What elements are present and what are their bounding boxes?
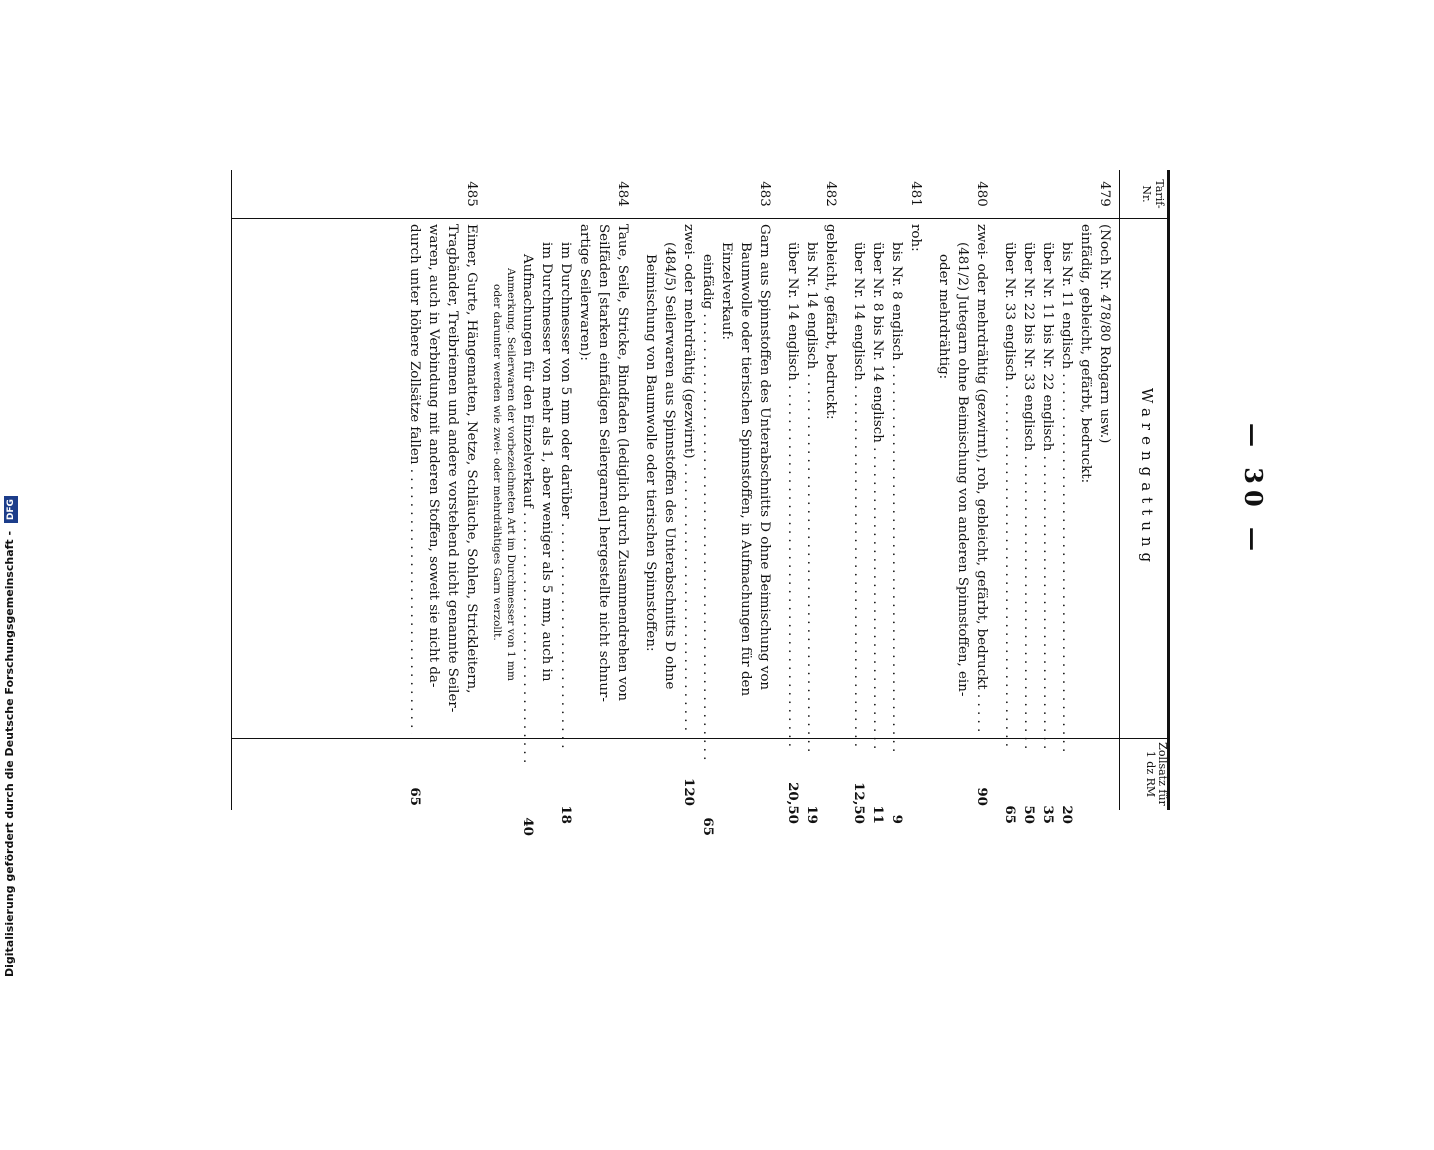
warengattung-cell [755,218,774,734]
table-body [405,170,1114,836]
tarif-nr-cell [934,170,953,218]
table-row [1057,170,1076,824]
sidebar-credit [0,0,20,985]
warengattung-cell [1038,218,1057,752]
zollsatz-cell [424,734,443,812]
tarif-nr-cell [953,170,972,218]
warengattung-text: Eimer, Gurte, Hängematten, Netze, Schläuche, Sohlen, Strickleitern, [464,224,479,694]
zollsatz-cell [717,752,736,830]
warengattung-text: über Nr. 11 bis Nr. 22 englisch . . . [1040,242,1055,752]
zollsatz-cell: 40 [520,817,536,836]
table-row [660,170,679,810]
tarif-nr-cell [518,170,537,218]
warengattung-cell [1076,218,1095,734]
bottom-rule [231,170,232,810]
zollsatz-cell: 90 [974,787,990,806]
row-gap [991,170,1000,810]
warengattung-text: gebleicht, gefärbt, bedruckt: [823,224,838,420]
zollsatz-cell [755,734,774,812]
zollsatz-cell: 12,50 [851,782,867,824]
table-row [405,170,424,810]
warengattung-text: über Nr. 14 englisch . . . [851,242,866,752]
zollsatz-cell [821,734,840,812]
zollsatz-cell [443,734,462,812]
warengattung-text: Garn aus Spinnstoffen des Unterabschnitts D ohne Beimischung von [757,224,772,691]
table-row [1019,170,1038,824]
warengattung-cell [679,218,698,734]
table-row [594,170,613,810]
tarif-nr-cell [802,170,821,218]
warengattung-cell [802,218,821,752]
zollsatz-cell: 19 [804,805,820,824]
table-row [934,170,953,810]
zollsatz-cell [934,764,953,842]
tarif-nr-cell: 479 [1097,181,1112,207]
warengattung-text: Taue, Seile, Stricke, Bindfaden (lediglich durch Zusammendrehen von [615,224,630,702]
tarif-nr-cell [698,170,717,218]
tarif-nr-cell [537,170,556,218]
zollsatz-cell [613,734,632,812]
tarif-nr-cell [736,170,755,218]
warengattung-text: Tragbänder, Treibriemen und andere vorstehend nicht genannte Seiler- [445,224,460,713]
tarif-nr-cell [660,170,679,218]
zollsatz-cell [660,752,679,830]
warengattung-cell [405,218,424,734]
warengattung-text: oder darunter werden wie zwei- oder mehrdrähtiges Garn verzollt. [491,284,503,641]
table-row [906,170,925,810]
warengattung-cell [849,218,868,752]
table-row [953,170,972,810]
warengattung-cell [660,218,679,752]
tarif-nr-cell [1057,170,1076,218]
warengattung-cell [717,218,736,752]
warengattung-cell [1057,218,1076,752]
zollsatz-cell [462,734,481,812]
zollsatz-cell [594,734,613,812]
warengattung-text: Baumwolle oder tierischen Spinnstoffen, in Aufmachungen für den [738,242,753,697]
warengattung-cell [906,218,925,734]
warengattung-text: bis Nr. 8 englisch . . . [889,242,904,752]
warengattung-cell [783,218,802,752]
warengattung-text: bis Nr. 11 englisch . . . [1059,242,1074,752]
zollsatz-cell: 65 [700,817,716,836]
warengattung-cell [641,218,660,764]
row-gap [481,170,490,810]
warengattung-cell [821,218,840,734]
table-row [887,170,906,824]
warengattung-cell [504,218,518,778]
zollsatz-cell [736,752,755,830]
table-row [736,170,755,810]
tarif-nr-cell [490,170,504,218]
zollsatz-cell [1095,734,1114,812]
warengattung-text: (484/5) Seilerwaren aus Spinnstoffen des Unterabschnitts D ohne [662,242,677,690]
row-gap [632,170,641,810]
zollsatz-cell: 20 [1059,805,1075,824]
warengattung-text: Seilfäden [starken einfädigen Seilergarnen] hergestellte nicht schnur- [596,224,611,702]
header-warengattung: Warengattung [1138,387,1156,569]
top-rule [1167,170,1170,810]
table-row [424,170,443,810]
sidebar-credit-text: Digitalisierung gefördert durch die Deutsche Forschungsgemeinschaft - [3,530,16,977]
table-row [679,170,698,810]
table-row [698,170,717,836]
warengattung-cell [424,218,443,734]
zollsatz-cell: 20,50 [785,782,801,824]
tarif-nr-cell: 481 [908,181,923,207]
tarif-nr-cell [405,170,424,218]
warengattung-text: Einzelverkauf: [719,242,734,341]
tarif-nr-cell [1076,170,1095,218]
warengattung-text: bis Nr. 14 englisch . . . [804,242,819,752]
tarif-nr-cell [868,170,887,218]
warengattung-cell [462,218,481,734]
warengattung-cell [1095,218,1114,734]
tarif-nr-cell: 482 [823,181,838,207]
row-gap [774,170,783,810]
warengattung-cell [736,218,755,752]
tariff-table [230,170,1170,836]
warengattung-text: zwei- oder mehrdrähtig (gezwirnt), roh, gebleicht, gefärbt, bedruckt . . . [974,224,989,734]
warengattung-text: durch unter höhere Zollsätze fallen . . . [407,224,422,734]
rotated-page [407,170,1268,1150]
zollsatz-cell: 11 [870,805,886,824]
row-gap [925,170,934,810]
warengattung-cell [698,218,717,764]
tarif-nr-cell [556,170,575,218]
table-row [1038,170,1057,824]
warengattung-cell [443,218,462,734]
zollsatz-cell: 35 [1040,805,1056,824]
zollsatz-cell [641,764,660,842]
table-row [490,170,504,810]
warengattung-text: im Durchmesser von 5 mm oder darüber . . . [558,242,573,752]
zollsatz-cell [1076,734,1095,812]
table-row [849,170,868,824]
warengattung-text: über Nr. 8 bis Nr. 14 englisch . . . [870,242,885,752]
table-row [641,170,660,810]
header-tarif-nr: Tarif-Nr. [1140,179,1166,209]
tarif-nr-cell [1019,170,1038,218]
warengattung-text: (481/2) Jutegarn ohne Beimischung von anderen Spinnstoffen, ein- [955,242,970,697]
warengattung-text: artige Seilerwaren): [577,224,592,361]
table-row [802,170,821,824]
page-number: — 30 — [1239,422,1268,558]
table-row [755,170,774,810]
zollsatz-cell: 120 [681,778,697,806]
zollsatz-cell: 65 [407,787,423,806]
table-row [504,170,518,810]
row-gap [840,170,849,810]
header-zollsatz: Zollsatz für 1 dz RM [1144,742,1169,806]
warengattung-cell [594,218,613,734]
tarif-nr-cell [783,170,802,218]
tarif-nr-cell [717,170,736,218]
dfg-logo: DFG [4,496,18,523]
warengattung-text: Anmerkung. Seilerwaren der vorbezeichneten Art im Durchmesser von 1 mm [505,268,517,681]
table-row [717,170,736,810]
tarif-nr-cell [641,170,660,218]
tarif-nr-cell [575,170,594,218]
table-row [556,170,575,824]
zollsatz-cell: 65 [1002,805,1018,824]
tarif-nr-cell: 483 [757,181,772,207]
table-row [1095,170,1114,810]
warengattung-text: über Nr. 33 englisch . . . [1002,242,1017,752]
zollsatz-cell [537,752,556,830]
warengattung-cell [537,218,556,752]
table-row [462,170,481,810]
table-row [443,170,462,810]
warengattung-cell [575,218,594,734]
zollsatz-cell: 50 [1021,805,1037,824]
zollsatz-cell [906,734,925,812]
warengattung-cell [868,218,887,752]
table-row [972,170,991,810]
warengattung-text: Aufmachungen für den Einzelverkauf . . . [520,254,535,764]
warengattung-text: waren, auch in Verbindung mit anderen Stoffen, soweit sie nicht da- [426,224,441,688]
table-row [613,170,632,810]
tarif-nr-cell [594,170,613,218]
warengattung-text: einfädig . . . [700,254,715,764]
warengattung-text: über Nr. 14 englisch . . . [785,242,800,752]
tarif-nr-cell: 485 [464,181,479,207]
warengattung-cell [934,218,953,764]
tarif-nr-cell: 484 [615,181,630,207]
table-row [518,170,537,836]
tarif-nr-cell [887,170,906,218]
tarif-nr-cell [1038,170,1057,218]
warengattung-cell [518,218,537,764]
zollsatz-cell [490,794,504,872]
warengattung-cell [1000,218,1019,752]
warengattung-cell [613,218,632,734]
table-row [1076,170,1095,810]
header-rule [1119,170,1120,810]
tarif-nr-cell [849,170,868,218]
tarif-nr-cell: 480 [974,181,989,207]
zollsatz-cell [504,778,518,856]
warengattung-text: oder mehrdrähtig: [936,254,951,380]
table-row [1000,170,1019,824]
tarif-nr-cell [424,170,443,218]
warengattung-text: (Noch Nr. 478/80 Rohgarn usw.) [1097,224,1112,444]
zollsatz-cell: 9 [889,814,905,824]
tarif-nr-cell [1000,170,1019,218]
table-row [868,170,887,824]
warengattung-text: zwei- oder mehrdrähtig (gezwirnt) . . . [681,224,696,734]
warengattung-text: einfädig, gebleicht, gefärbt, bedruckt: [1078,224,1093,484]
warengattung-cell [972,218,991,734]
zollsatz-cell [953,752,972,830]
warengattung-cell [556,218,575,752]
zollsatz-cell: 18 [558,805,574,824]
warengattung-text: über Nr. 22 bis Nr. 33 englisch . . . [1021,242,1036,752]
table-row [821,170,840,810]
tarif-nr-cell [504,170,518,218]
warengattung-cell [887,218,906,752]
tarif-nr-cell [679,170,698,218]
table-row [575,170,594,810]
zollsatz-cell [575,734,594,812]
table-row [783,170,802,824]
table-row [537,170,556,810]
warengattung-cell [1019,218,1038,752]
warengattung-cell [490,218,504,794]
warengattung-text: im Durchmesser von mehr als 1, aber weniger als 5 mm, auch in [539,242,554,682]
warengattung-text: Beimischung von Baumwolle oder tierischen Spinnstoffen: [643,254,658,652]
warengattung-text: roh: [908,224,923,252]
tarif-nr-cell [443,170,462,218]
warengattung-cell [953,218,972,752]
